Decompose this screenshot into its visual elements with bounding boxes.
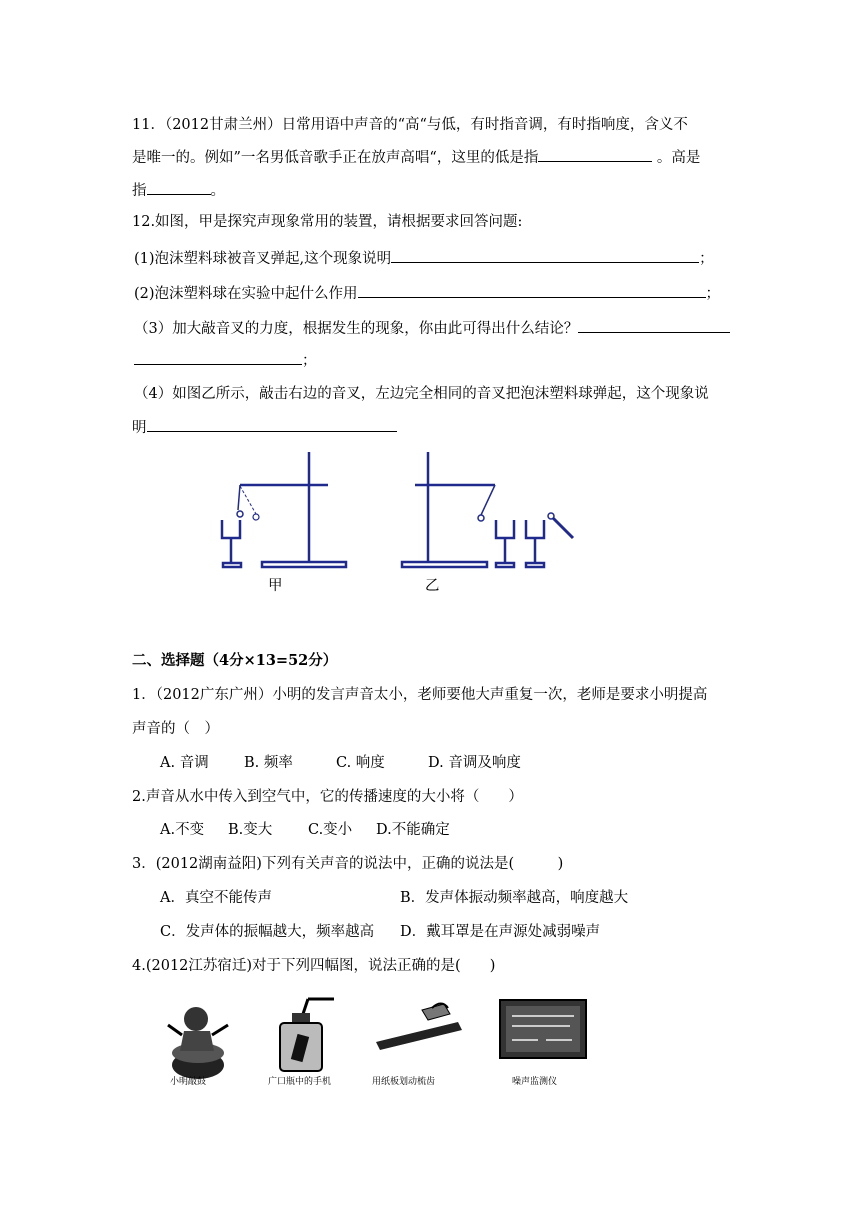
q12-part3-cont	[134, 350, 317, 371]
caption-jar-phone: 广口瓶中的手机	[268, 1077, 332, 1087]
mc1-line2: 声音的（ ）	[132, 721, 219, 737]
picture-noise-meter	[498, 998, 588, 1060]
q11-answer-blank-2[interactable]	[147, 180, 211, 195]
q12-part2-text: (2)泡沫塑料球在实验中起什么作用	[134, 286, 358, 302]
mc3-options-row1	[160, 888, 628, 908]
mc3-option-d[interactable]: D．戴耳罩是在声源处减弱噪声	[400, 924, 601, 940]
q12-answer-blank-2[interactable]	[358, 283, 706, 298]
mc3-option-a[interactable]: A．真空不能传声	[160, 890, 272, 906]
picture-comb	[372, 1000, 467, 1060]
q11-line1: 11．（2012甘肃兰州）日常用语中声音的“高“与低，有时指音调，有时指响度，含义不	[132, 117, 688, 133]
mc4-stem: 4.(2012江苏宿迁)对于下列四幅图，说法正确的是( )	[132, 958, 496, 974]
tuning-fork-yi-right	[526, 520, 544, 538]
stand-base-yi	[402, 562, 487, 567]
q12-answer-blank-4[interactable]	[147, 417, 397, 432]
q12-part2-semi: ；	[705, 286, 721, 302]
mc1-option-a[interactable]: A. 音调	[160, 755, 209, 771]
figure-label-jia: 甲	[268, 578, 283, 594]
q12-part2	[134, 283, 720, 304]
section-title: 二、选择题（4分×13=52分）	[132, 652, 338, 669]
q12-part1-semi: ；	[699, 251, 714, 267]
q12-part4-cont	[132, 417, 397, 438]
mc2-option-a[interactable]: A.不变	[160, 822, 205, 838]
q12-stem: 12.如图，甲是探究声现象常用的装置，请根据要求回答问题:	[132, 214, 523, 230]
tuning-fork-jia	[222, 520, 240, 538]
mc1-option-c[interactable]: C. 响度	[336, 755, 385, 771]
mc1-option-b[interactable]: B. 频率	[244, 755, 293, 771]
mc2-option-c[interactable]: C.变小	[308, 822, 353, 838]
foam-ball-jia	[237, 511, 243, 517]
stand-base-jia	[262, 562, 346, 567]
caption-comb: 用纸板划动梳齿	[372, 1077, 436, 1087]
foam-ball-yi	[478, 515, 484, 521]
q12-answer-blank-1[interactable]	[391, 248, 699, 263]
tuning-fork-yi-left	[496, 520, 514, 538]
hammer	[553, 518, 573, 538]
mc3-options-row2	[160, 922, 600, 942]
picture-jar-phone	[272, 995, 342, 1075]
q11-line2-text: 是唯一的。例如”一名男低音歌手正在放声高唱“，这里的低是指	[132, 150, 539, 166]
q11-answer-blank-1[interactable]	[538, 147, 652, 162]
q12-part3-text: （3）加大敲音叉的力度，根据发生的现象，你由此可得出什么结论？	[134, 321, 579, 337]
q11-line2-tail: 。高是	[652, 150, 701, 166]
q12-part1	[134, 248, 714, 269]
mc2-options	[160, 820, 450, 840]
q12-answer-blank-3b[interactable]	[134, 350, 302, 365]
mc3-option-b[interactable]: B．发声体振动频率越高，响度越大	[400, 890, 629, 906]
q11-line3-text: 指	[132, 183, 147, 199]
q12-part4-text: 明	[132, 420, 147, 436]
mc2-stem: 2.声音从水中传入到空气中，它的传播速度的大小将（ ）	[132, 789, 523, 805]
mc2-option-d[interactable]: D.不能确定	[376, 822, 450, 838]
q12-part3-semi: ；	[302, 353, 317, 369]
q12-answer-blank-3[interactable]	[578, 318, 730, 333]
q11-line2	[132, 147, 700, 168]
q11-line3-tail: 。	[210, 183, 225, 199]
mc2-option-b[interactable]: B.变大	[228, 822, 273, 838]
q11-line3	[132, 180, 225, 201]
mc3-stem: 3．(2012湖南益阳)下列有关声音的说法中，正确的说法是( )	[132, 856, 564, 872]
q12-part1-text: (1)泡沫塑料球被音叉弹起,这个现象说明	[134, 251, 392, 267]
mc3-option-c[interactable]: C．发声体的振幅越大，频率越高	[160, 924, 375, 940]
foam-ball-jia-displaced	[253, 514, 259, 520]
q12-part4: （4）如图乙所示，敲击右边的音叉，左边完全相同的音叉把泡沫塑料球弹起，这个现象说	[134, 386, 709, 402]
caption-drum: 小明敲鼓	[170, 1077, 207, 1087]
caption-noise-meter: 噪声监测仪	[512, 1077, 558, 1087]
mc1-line1: 1．（2012广东广州）小明的发言声音太小，老师要他大声重复一次，老师是要求小明提高	[132, 687, 708, 703]
mc1-option-d[interactable]: D. 音调及响度	[428, 755, 521, 771]
mc1-options	[160, 753, 521, 773]
figure-label-yi: 乙	[425, 578, 440, 594]
q12-part3	[134, 318, 730, 339]
